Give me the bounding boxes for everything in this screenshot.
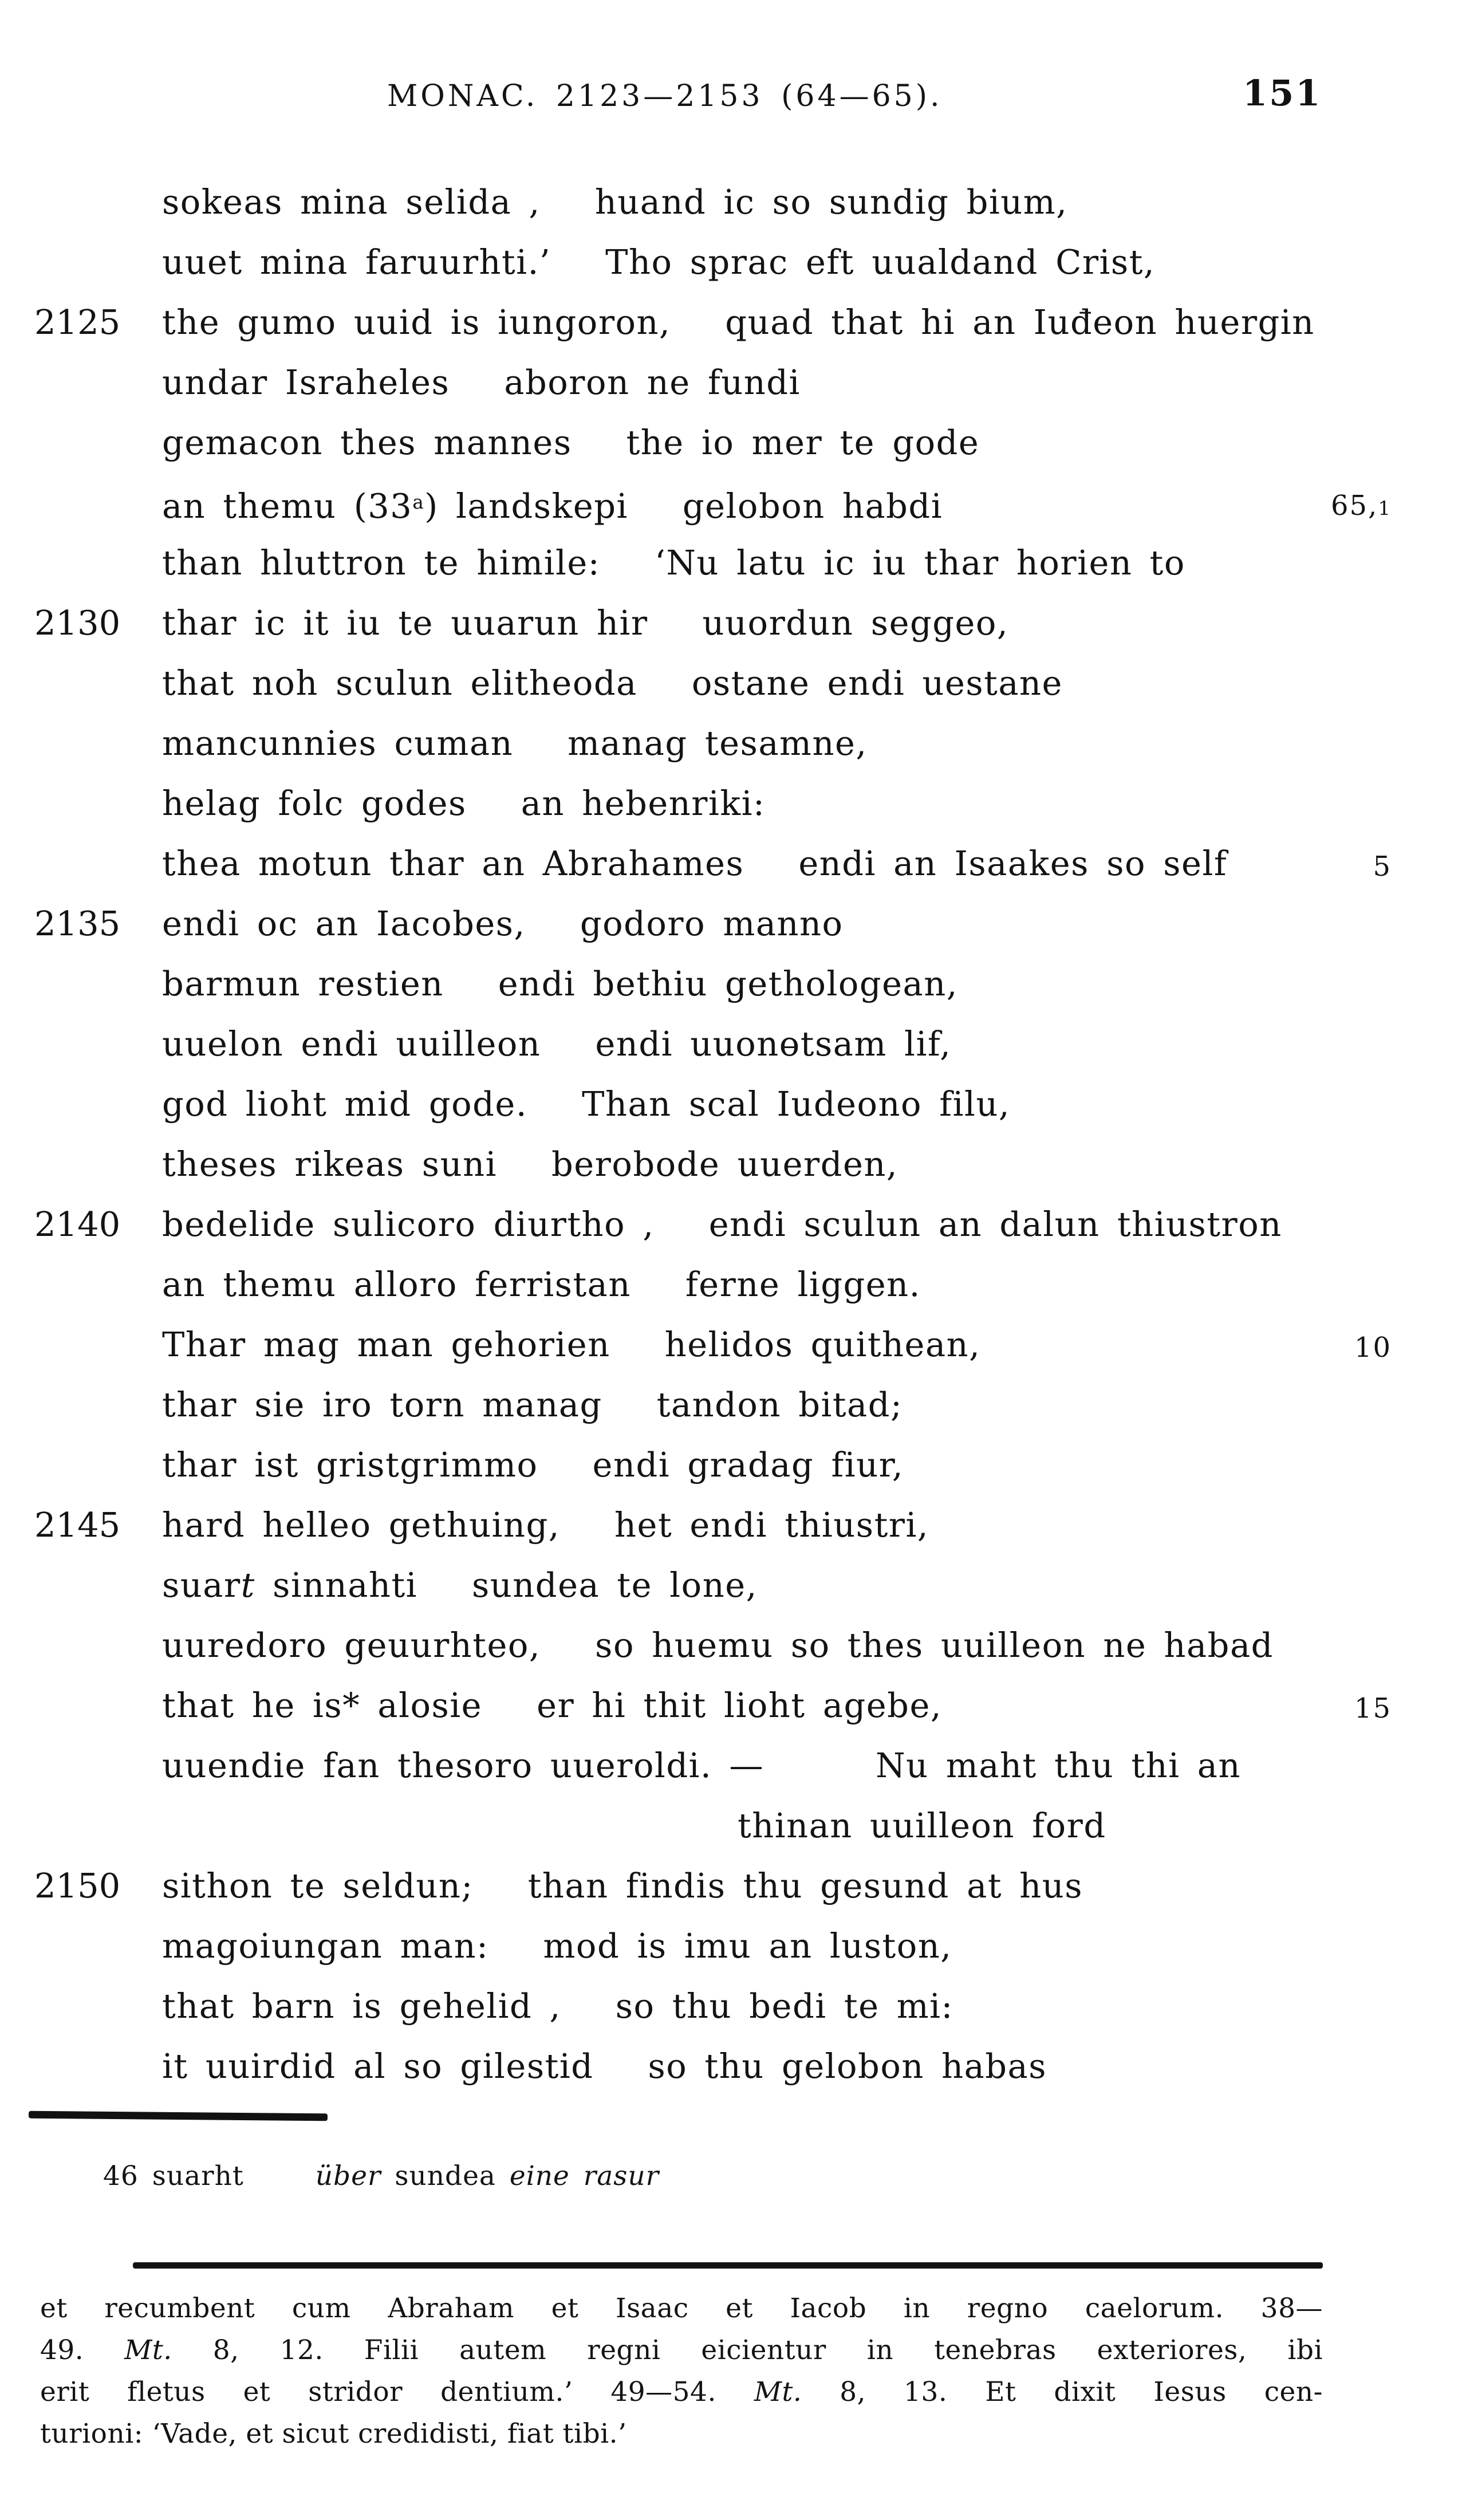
verse-text: hard helleo gethuing, het endi thiustri,	[162, 1505, 929, 1545]
verse-text: magoiungan man: mod is imu an luston,	[162, 1926, 952, 1966]
verse-line	[0, 1074, 1466, 1134]
verse-text: endi oc an Iacobes, godoro manno	[162, 904, 844, 943]
verse-text: an themu alloro ferristan ferne liggen.	[162, 1265, 921, 1304]
verse-line	[0, 1254, 1466, 1314]
verse-line-number: 2135	[34, 904, 121, 943]
verse-line	[0, 172, 1466, 232]
verse-text: uuendie fan thesoro uueroldi. — Nu maht thu thi an	[162, 1746, 1241, 1785]
text-run: sundea	[381, 2160, 510, 2192]
apparatus-line	[40, 2413, 1323, 2455]
text-run: Mt.	[754, 2376, 802, 2408]
verse-text: mancunnies cuman manag tesamne,	[162, 723, 868, 763]
verse-line-number: 2150	[34, 1866, 121, 1905]
verse-line	[0, 833, 1466, 893]
verse-text: thinan uuilleon ford	[738, 1806, 1106, 1845]
text-run: sinnahti	[255, 1565, 418, 1605]
verse-line	[0, 954, 1466, 1014]
verse-line	[0, 1014, 1466, 1074]
verse-line-number: 2130	[34, 603, 121, 643]
verse-line	[0, 1194, 1466, 1254]
manuscript-margin-number: 10	[1354, 1332, 1392, 1364]
verse-line	[0, 653, 1466, 713]
text-run: an themu (33	[162, 486, 413, 526]
running-header: MONAC. 2123—2153 (64—65).	[387, 79, 943, 113]
verse-line	[0, 472, 1466, 533]
verse-text: suart sinnahti sundea te lone,	[162, 1565, 758, 1605]
text-run: 49.	[40, 2334, 125, 2366]
verse-line	[0, 1314, 1466, 1375]
text-run: 8, 12. Filii autem regni eicientur in tenebras exteriores, ibi	[172, 2334, 1323, 2366]
verse-line	[0, 773, 1466, 833]
apparatus-separator-rule	[133, 2262, 1323, 2269]
verse-line	[0, 893, 1466, 954]
manuscript-margin-number: 15	[1354, 1692, 1392, 1724]
text-run: t	[241, 1565, 255, 1605]
verse-text: theses rikeas suni berobode uuerden,	[162, 1144, 898, 1184]
text-run: 8, 13. Et dixit Iesus cen-	[802, 2376, 1323, 2408]
verse-line	[0, 1735, 1466, 1796]
footnote	[103, 2160, 659, 2192]
verse-text: undar Israheles aboron ne fundi	[162, 363, 801, 402]
text-run: 1	[1378, 497, 1392, 520]
text-run: Mt.	[124, 2334, 172, 2366]
text-run: 65,	[1331, 490, 1378, 522]
verse-text: gemacon thes mannes the io mer te gode	[162, 423, 980, 462]
verse-text: that he is* alosie er hi thit lioht agebe,	[162, 1686, 943, 1725]
verse-text: that noh sculun elitheoda ostane endi uestane	[162, 663, 1063, 703]
verse-line	[0, 1615, 1466, 1675]
verse-text: it uuirdid al so gilestid so thu gelobon habas	[162, 2046, 1047, 2086]
verse-text: helag folc godes an hebenriki:	[162, 783, 766, 823]
verse-line	[0, 593, 1466, 653]
verse-text: bedelide sulicoro diurtho , endi sculun an dalun thiustron	[162, 1204, 1282, 1244]
text-run: et recumbent cum Abraham et Isaac et Iacob in regno caelorum. 38—	[40, 2293, 1323, 2324]
verse-text: thar sie iro torn manag tandon bitad;	[162, 1385, 903, 1424]
text-run: suar	[162, 1565, 241, 1605]
manuscript-margin-number	[1300, 476, 1392, 539]
verse-line	[0, 1495, 1466, 1555]
text-run: 46 suarht	[103, 2160, 244, 2192]
verse-text: sithon te seldun; than findis thu gesund at hus	[162, 1866, 1083, 1905]
apparatus-line	[40, 2371, 1323, 2413]
verse-line	[0, 232, 1466, 292]
verse-line	[0, 1976, 1466, 2036]
verse-text: thar ic it iu te uuarun hir uuordun seggeo,	[162, 603, 1009, 643]
verse-text: Thar mag man gehorien helidos quithean,	[162, 1325, 981, 1364]
verse-line	[0, 1856, 1466, 1916]
text-run: turioni: ‘Vade, et sicut credidisti, fiat tibi.’	[40, 2418, 627, 2450]
verse-line-number: 2140	[34, 1204, 121, 1244]
verse-line	[0, 1375, 1466, 1435]
text-run: eine rasur	[509, 2160, 660, 2192]
text-run: a	[412, 491, 425, 513]
verse-text: the gumo uuid is iungoron, quad that hi an Iuđeon huergin	[162, 302, 1315, 342]
verse-text: thea motun thar an Abrahames endi an Isaakes so self	[162, 844, 1228, 883]
verse-line	[0, 292, 1466, 352]
verse-text: than hluttron te himile: ‘Nu latu ic iu thar horien to	[162, 543, 1185, 582]
verse-line	[0, 713, 1466, 773]
verse-line	[0, 412, 1466, 472]
apparatus-block	[40, 2287, 1323, 2455]
verse-line-number: 2125	[34, 302, 121, 342]
footnote-separator-rule	[29, 2111, 328, 2121]
verse-line	[0, 1796, 1466, 1856]
verse-line	[0, 1916, 1466, 1976]
verse-text: barmun restien endi bethiu gethologean,	[162, 964, 958, 1003]
page-number: 151	[1243, 72, 1322, 114]
verse-line	[0, 352, 1466, 412]
apparatus-line	[40, 2329, 1323, 2371]
verse-text: uuredoro geuurhteo, so huemu so thes uuilleon ne habad	[162, 1625, 1274, 1665]
verse-line	[0, 1675, 1466, 1735]
verse-text: that barn is gehelid , so thu bedi te mi:	[162, 1986, 953, 2026]
verse-text: sokeas mina selida , huand ic so sundig bium,	[162, 182, 1068, 222]
text-run: ) landskepi	[424, 486, 628, 526]
manuscript-margin-number: 5	[1373, 850, 1392, 883]
verse-line	[0, 1435, 1466, 1495]
verse-text: an themu (33$^a$) landskepi gelobon habdi	[162, 486, 943, 526]
verse-text: god lioht mid gode. Than scal Iudeono filu,	[162, 1084, 1011, 1124]
verse-line	[0, 533, 1466, 593]
verse-line	[0, 1555, 1466, 1615]
text-run: über	[315, 2160, 381, 2192]
verse-text: thar ist gristgrimmo endi gradag fiur,	[162, 1445, 904, 1485]
verse-line	[0, 2036, 1466, 2096]
verse-line	[0, 1134, 1466, 1194]
verse-text: uuet mina faruurhti.’ Tho sprac eft uualdand Crist,	[162, 242, 1156, 282]
text-run: erit fletus et stridor dentium.’ 49—54.	[40, 2376, 754, 2408]
verse-text: uuelon endi uuilleon endi uuonɵtsam lif,	[162, 1024, 952, 1064]
apparatus-line	[40, 2287, 1323, 2329]
verse-line-number: 2145	[34, 1505, 121, 1545]
verse-block	[0, 172, 1466, 2096]
